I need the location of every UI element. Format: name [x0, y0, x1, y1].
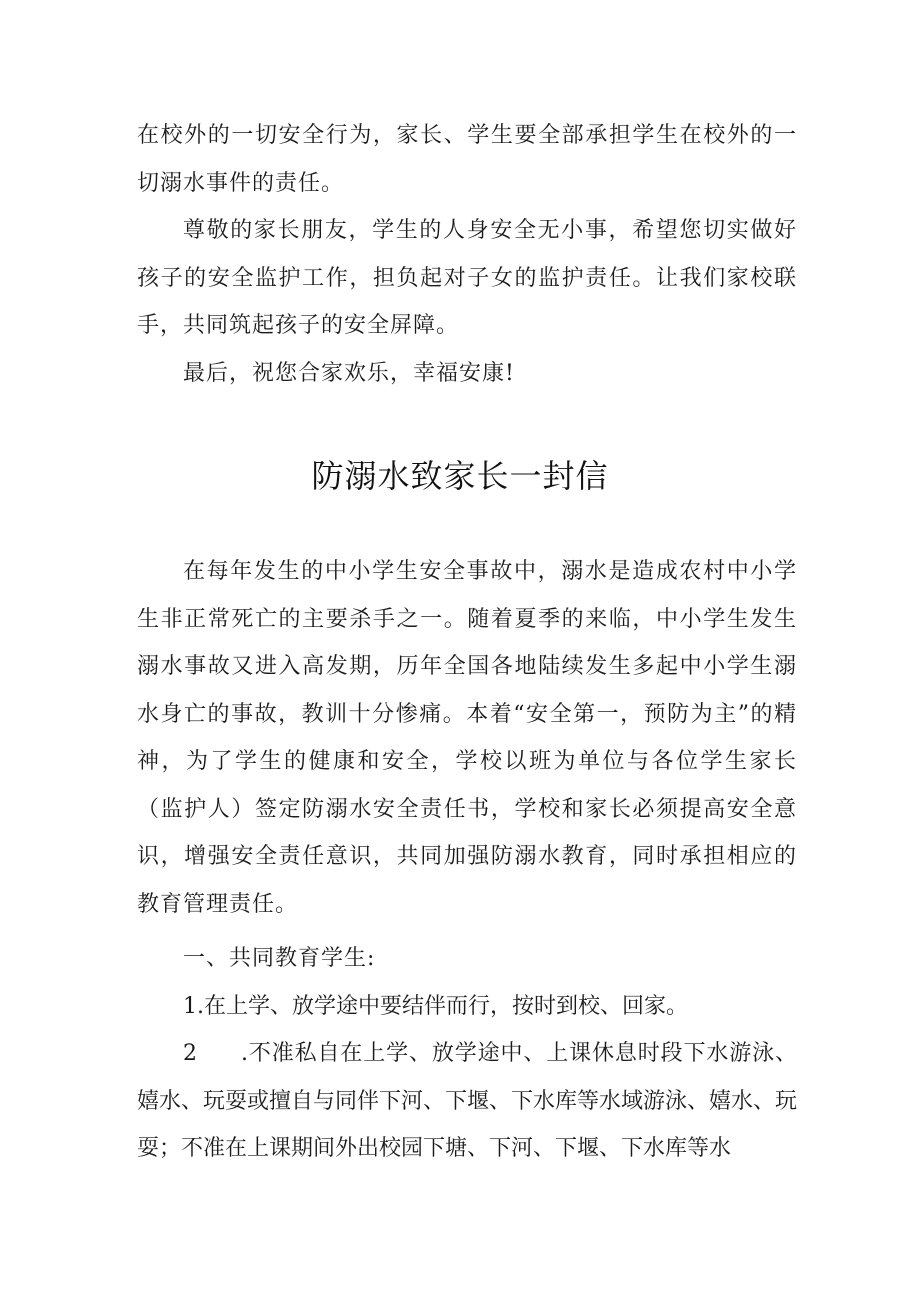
letter-title: 防溺水致家长一封信	[311, 457, 609, 495]
continuation-paragraph: 在校外的一切安全行为，家长、学生要全部承担学生在校外的一切溺水事件的责任。	[137, 123, 797, 196]
section-heading: 一、共同教育学生:	[183, 946, 376, 971]
intro-paragraph: 在每年发生的中小学生安全事故中，溺水是造成农村中小学生非正常死亡的主要杀手之一。随着夏季的来临，中小学生发生溺水事故又进入高发期，历年全国各地陆续发生多起中小学生溺水身亡的事故，教训十分惨痛。本着“安全第一，预防为主”的精神，为了学生的健康和安全，学校以班为单位与各位学生家长（监护人）签定防溺水安全责任书，学校和家长必须提高安全意识，增强安全责任意识，共同加强防溺水教育，同时承担相应的教育管理责任。	[137, 559, 797, 917]
list-item-1: 1.在上学、放学途中要结伴而行，按时到校、回家。	[183, 994, 688, 1019]
list-item-2: 2 .不准私自在上学、放学途中、上课休息时段下水游泳、嬉水、玩耍或擅自与同伴下河、下堰、下水库等水域游泳、嬉水、玩耍；不准在上课期间外出校园下塘、下河、下堰、下水库等水	[137, 1041, 798, 1161]
respect-paragraph: 尊敬的家长朋友，学生的人身安全无小事，希望您切实做好孩子的安全监护工作，担负起对子女的监护责任。让我们家校联手，共同筑起孩子的安全屏障。	[137, 218, 797, 338]
closing-wish: 最后，祝您合家欢乐，幸福安康!	[183, 361, 515, 386]
